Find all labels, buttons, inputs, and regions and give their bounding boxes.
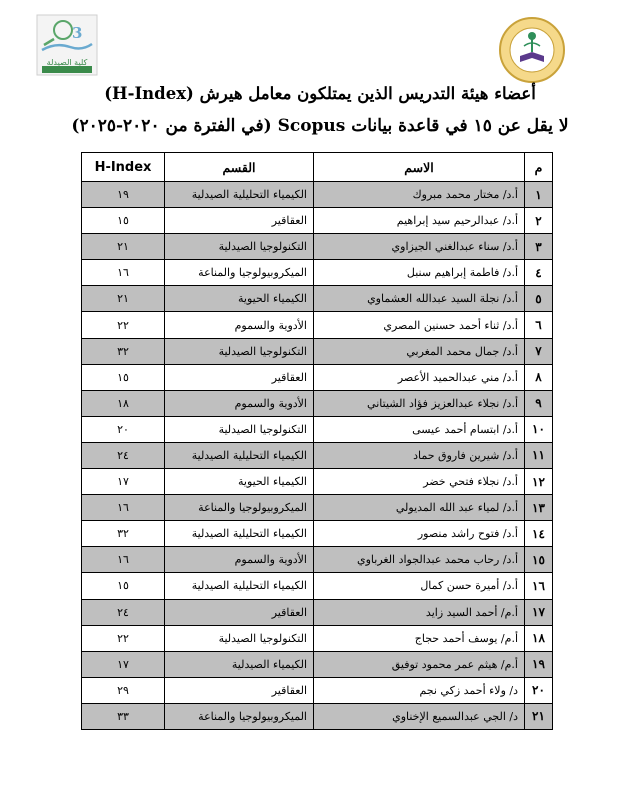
hindex-value: ١٦ <box>82 260 165 286</box>
column-header-hindex: H-Index <box>82 153 165 182</box>
row-number: ٧ <box>525 338 553 364</box>
hindex-value: ٢١ <box>82 234 165 260</box>
table-row <box>82 573 553 599</box>
member-name: أ.د/ نجلاء فتحي خضر <box>314 469 525 495</box>
member-name: أ.د/ لمياء عبد الله المديولي <box>314 495 525 521</box>
hindex-value: ٢١ <box>82 286 165 312</box>
department: الميكروبيولوجيا والمناعة <box>165 495 314 521</box>
member-name: أ.د/ فتوح راشد منصور <box>314 521 525 547</box>
department: الكيمياء الصيدلية <box>165 651 314 677</box>
member-name: أ.د/ نجلة السيد عبدالله العشماوي <box>314 286 525 312</box>
row-number: ١٠ <box>525 416 553 442</box>
department: الأدوية والسموم <box>165 390 314 416</box>
department: الكيمياء التحليلية الصيدلية <box>165 182 314 208</box>
department: الأدوية والسموم <box>165 547 314 573</box>
table-row <box>82 521 553 547</box>
member-name: د/ ولاء أحمد زكي نجم <box>314 677 525 703</box>
member-name: أ.د/ ثناء أحمد حسنين المصري <box>314 312 525 338</box>
table-row <box>82 234 553 260</box>
hindex-value: ١٧ <box>82 469 165 495</box>
row-number: ٢١ <box>525 703 553 729</box>
table-row <box>82 547 553 573</box>
university-seal <box>498 16 566 84</box>
table-row <box>82 703 553 729</box>
table-row <box>82 286 553 312</box>
table-row <box>82 625 553 651</box>
table-row <box>82 208 553 234</box>
member-name: أ.د/ رحاب محمد عبدالجواد الغرباوي <box>314 547 525 573</box>
member-name: أ.م/ يوسف أحمد حجاج <box>314 625 525 651</box>
department: الميكروبيولوجيا والمناعة <box>165 260 314 286</box>
table-row <box>82 677 553 703</box>
row-number: ٢٠ <box>525 677 553 703</box>
row-number: ١٧ <box>525 599 553 625</box>
hindex-value: ٣٣ <box>82 703 165 729</box>
hindex-value: ٢٩ <box>82 677 165 703</box>
row-number: ٨ <box>525 364 553 390</box>
department: التكنولوجيا الصيدلية <box>165 338 314 364</box>
row-number: ١١ <box>525 442 553 468</box>
table-header-row <box>82 153 553 182</box>
page-title-line2: لا يقل عن ١٥ في قاعدة بيانات Scopus (في الفترة من ٢٠٢٠-٢٠٢٥) <box>71 116 569 136</box>
table-row <box>82 312 553 338</box>
table-row <box>82 364 553 390</box>
hindex-value: ٣٢ <box>82 338 165 364</box>
column-header-num: م <box>525 153 553 182</box>
department: الكيمياء التحليلية الصيدلية <box>165 573 314 599</box>
hindex-value: ١٥ <box>82 364 165 390</box>
hindex-value: ٢٤ <box>82 599 165 625</box>
department: الميكروبيولوجيا والمناعة <box>165 703 314 729</box>
member-name: أ.د/ شيرين فاروق حماد <box>314 442 525 468</box>
page-title-line1: أعضاء هيئة التدريس الذين يمتلكون معامل هيرش (H-Index) <box>104 84 536 103</box>
department: التكنولوجيا الصيدلية <box>165 416 314 442</box>
member-name: أ.د/ مختار محمد مبروك <box>314 182 525 208</box>
member-name: أ.د/ ابتسام أحمد عيسى <box>314 416 525 442</box>
member-name: د/ الجي عبدالسميع الإخناوي <box>314 703 525 729</box>
hindex-value: ١٥ <box>82 573 165 599</box>
hindex-value: ١٥ <box>82 208 165 234</box>
department: الكيمياء الحيوية <box>165 469 314 495</box>
department: العقاقير <box>165 599 314 625</box>
member-name: أ.د/ مني عبدالحميد الأعصر <box>314 364 525 390</box>
svg-text:3: 3 <box>72 24 83 42</box>
row-number: ١٨ <box>525 625 553 651</box>
hindex-value: ٢٠ <box>82 416 165 442</box>
hindex-value: ١٧ <box>82 651 165 677</box>
department: الكيمياء التحليلية الصيدلية <box>165 521 314 547</box>
table-row <box>82 260 553 286</box>
department: التكنولوجيا الصيدلية <box>165 625 314 651</box>
hindex-value: ١٦ <box>82 495 165 521</box>
row-number: ١٤ <box>525 521 553 547</box>
faculty-hindex-table <box>81 152 553 730</box>
row-number: ٥ <box>525 286 553 312</box>
table-row <box>82 182 553 208</box>
hindex-value: ٢٢ <box>82 625 165 651</box>
department: العقاقير <box>165 208 314 234</box>
hindex-value: ٢٤ <box>82 442 165 468</box>
table-row <box>82 495 553 521</box>
row-number: ١٣ <box>525 495 553 521</box>
member-name: أ.م/ أحمد السيد زايد <box>314 599 525 625</box>
member-name: أ.د/ فاطمة إبراهيم سنبل <box>314 260 525 286</box>
row-number: ٦ <box>525 312 553 338</box>
hindex-value: ٢٢ <box>82 312 165 338</box>
department: الكيمياء الحيوية <box>165 286 314 312</box>
member-name: أ.د/ جمال محمد المغربي <box>314 338 525 364</box>
row-number: ٩ <box>525 390 553 416</box>
member-name: أ.د/ أميرة حسن كمال <box>314 573 525 599</box>
member-name: أ.م/ هيثم عمر محمود توفيق <box>314 651 525 677</box>
row-number: ٤ <box>525 260 553 286</box>
row-number: ١٦ <box>525 573 553 599</box>
department: الكيمياء التحليلية الصيدلية <box>165 442 314 468</box>
table-row <box>82 599 553 625</box>
table-row <box>82 416 553 442</box>
member-name: أ.د/ سناء عبدالغني الجيزاوي <box>314 234 525 260</box>
column-header-dept: القسم <box>165 153 314 182</box>
faculty-logo-text: كلية الصيدلة <box>46 58 88 67</box>
row-number: ٣ <box>525 234 553 260</box>
table-row <box>82 651 553 677</box>
table-row <box>82 390 553 416</box>
department: الأدوية والسموم <box>165 312 314 338</box>
hindex-value: ١٩ <box>82 182 165 208</box>
department: العقاقير <box>165 364 314 390</box>
department: العقاقير <box>165 677 314 703</box>
member-name: أ.د/ نجلاء عبدالعزيز فؤاد الشيتاني <box>314 390 525 416</box>
row-number: ١ <box>525 182 553 208</box>
department: التكنولوجيا الصيدلية <box>165 234 314 260</box>
hindex-value: ١٨ <box>82 390 165 416</box>
row-number: ١٩ <box>525 651 553 677</box>
row-number: ١٢ <box>525 469 553 495</box>
row-number: ٢ <box>525 208 553 234</box>
hindex-value: ١٦ <box>82 547 165 573</box>
row-number: ١٥ <box>525 547 553 573</box>
table-row <box>82 338 553 364</box>
member-name: أ.د/ عبدالرحيم سيد إبراهيم <box>314 208 525 234</box>
column-header-name: الاسم <box>314 153 525 182</box>
table-row <box>82 442 553 468</box>
table-row <box>82 469 553 495</box>
hindex-value: ٣٢ <box>82 521 165 547</box>
